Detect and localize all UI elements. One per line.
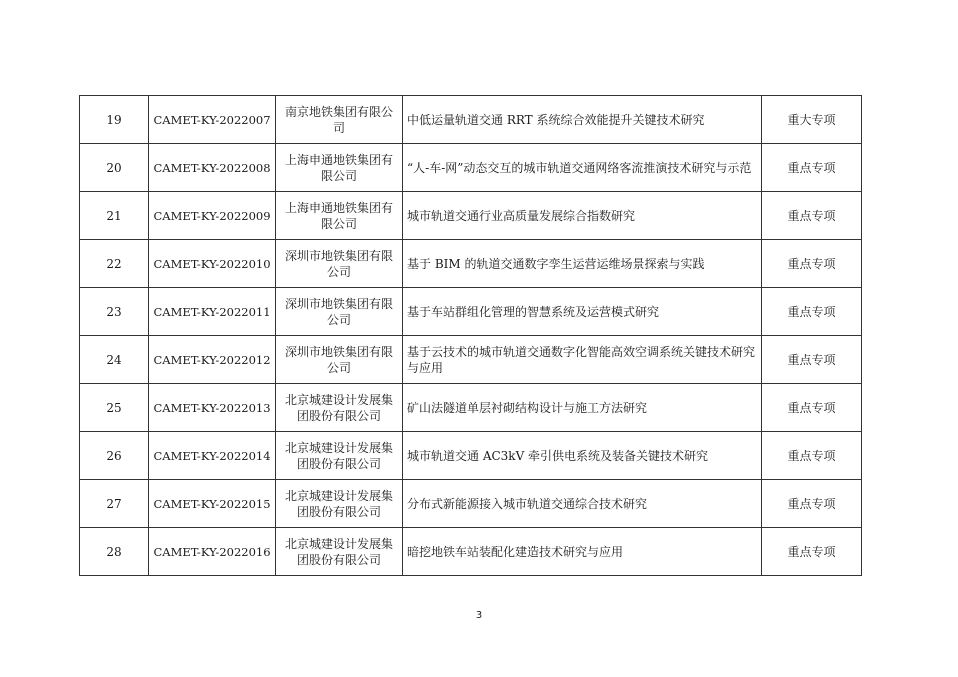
project-code: CAMET-KY-2022016 (149, 528, 276, 576)
row-number: 27 (80, 480, 149, 528)
table-row (80, 96, 862, 144)
organization: 深圳市地铁集团有限公司 (276, 240, 403, 288)
row-number: 20 (80, 144, 149, 192)
page-number: 3 (475, 610, 483, 621)
table-row (80, 480, 862, 528)
row-number: 24 (80, 336, 149, 384)
project-code: CAMET-KY-2022007 (149, 96, 276, 144)
organization: 深圳市地铁集团有限公司 (276, 336, 403, 384)
row-number: 22 (80, 240, 149, 288)
project-title: 分布式新能源接入城市轨道交通综合技术研究 (403, 480, 762, 528)
organization: 北京城建设计发展集团股份有限公司 (276, 384, 403, 432)
project-type: 重大专项 (762, 96, 862, 144)
project-code: CAMET-KY-2022009 (149, 192, 276, 240)
table-row (80, 528, 862, 576)
project-title: 城市轨道交通 AC3kV 牵引供电系统及装备关键技术研究 (403, 432, 762, 480)
project-type: 重点专项 (762, 288, 862, 336)
row-number: 23 (80, 288, 149, 336)
row-number: 25 (80, 384, 149, 432)
project-table (79, 95, 862, 576)
row-number: 28 (80, 528, 149, 576)
project-code: CAMET-KY-2022013 (149, 384, 276, 432)
organization: 上海申通地铁集团有限公司 (276, 192, 403, 240)
project-type: 重点专项 (762, 528, 862, 576)
project-title: 中低运量轨道交通 RRT 系统综合效能提升关键技术研究 (403, 96, 762, 144)
table-row (80, 192, 862, 240)
organization: 北京城建设计发展集团股份有限公司 (276, 528, 403, 576)
table-row (80, 240, 862, 288)
project-title: 城市轨道交通行业高质量发展综合指数研究 (403, 192, 762, 240)
project-code: CAMET-KY-2022008 (149, 144, 276, 192)
project-code: CAMET-KY-2022010 (149, 240, 276, 288)
table-row (80, 432, 862, 480)
organization: 南京地铁集团有限公司 (276, 96, 403, 144)
organization: 北京城建设计发展集团股份有限公司 (276, 432, 403, 480)
project-type: 重点专项 (762, 192, 862, 240)
project-type: 重点专项 (762, 384, 862, 432)
row-number: 21 (80, 192, 149, 240)
organization: 深圳市地铁集团有限公司 (276, 288, 403, 336)
project-title: “人-车-网”动态交互的城市轨道交通网络客流推演技术研究与示范 (403, 144, 762, 192)
organization: 上海申通地铁集团有限公司 (276, 144, 403, 192)
project-title: 暗挖地铁车站装配化建造技术研究与应用 (403, 528, 762, 576)
project-code: CAMET-KY-2022015 (149, 480, 276, 528)
project-code: CAMET-KY-2022012 (149, 336, 276, 384)
project-type: 重点专项 (762, 144, 862, 192)
project-title: 基于云技术的城市轨道交通数字化智能高效空调系统关键技术研究与应用 (403, 336, 762, 384)
project-title: 基于车站群组化管理的智慧系统及运营模式研究 (403, 288, 762, 336)
project-type: 重点专项 (762, 480, 862, 528)
organization: 北京城建设计发展集团股份有限公司 (276, 480, 403, 528)
project-type: 重点专项 (762, 240, 862, 288)
table-row (80, 384, 862, 432)
project-type: 重点专项 (762, 432, 862, 480)
project-code: CAMET-KY-2022014 (149, 432, 276, 480)
project-type: 重点专项 (762, 336, 862, 384)
table-row (80, 144, 862, 192)
project-title: 基于 BIM 的轨道交通数字孪生运营运维场景探索与实践 (403, 240, 762, 288)
table-row (80, 336, 862, 384)
row-number: 26 (80, 432, 149, 480)
project-table-body (80, 96, 862, 576)
row-number: 19 (80, 96, 149, 144)
project-code: CAMET-KY-2022011 (149, 288, 276, 336)
project-title: 矿山法隧道单层衬砌结构设计与施工方法研究 (403, 384, 762, 432)
table-row (80, 288, 862, 336)
